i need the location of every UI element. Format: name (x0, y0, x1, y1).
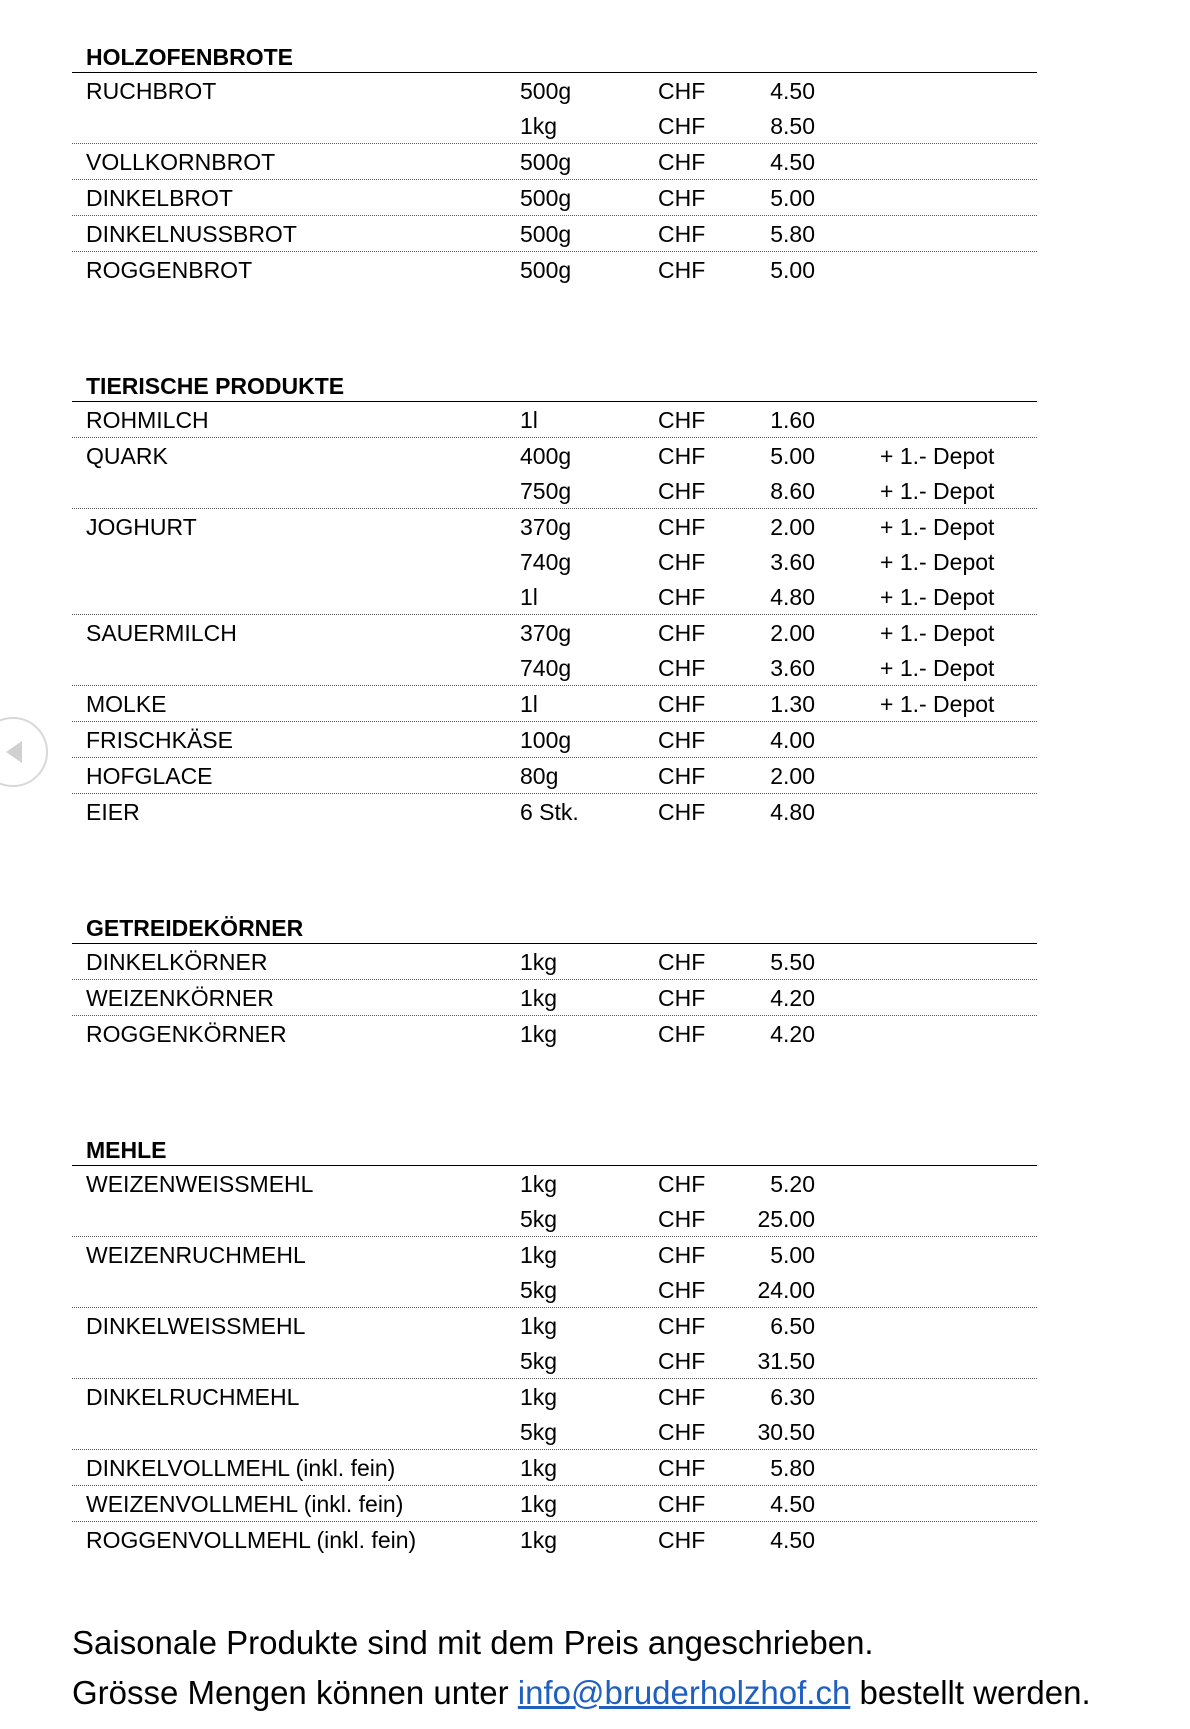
quantity: 370g (520, 620, 572, 646)
table-row (72, 402, 1037, 437)
currency: CHF (658, 149, 706, 175)
product-name: ROHMILCH (86, 407, 209, 433)
section (72, 909, 1037, 1051)
quantity: 400g (520, 443, 572, 469)
currency: CHF (658, 655, 706, 681)
currency: CHF (658, 691, 706, 717)
currency: CHF (658, 727, 706, 753)
quantity: 1kg (520, 1021, 558, 1047)
price: 2.00 (770, 620, 815, 646)
quantity: 1l (520, 584, 538, 610)
product-name: ROGGENVOLLMEHL (inkl. fein) (86, 1527, 417, 1553)
chevron-left-icon (6, 741, 22, 763)
deposit-note: + 1.- Depot (880, 549, 995, 575)
price: 5.00 (770, 257, 815, 283)
product-name: DINKELRUCHMEHL (86, 1384, 300, 1410)
currency: CHF (658, 620, 706, 646)
product-name: WEIZENKÖRNER (86, 985, 274, 1011)
currency: CHF (658, 949, 706, 975)
price: 6.50 (770, 1313, 815, 1339)
quantity: 1kg (520, 1455, 558, 1481)
product-group (72, 252, 1037, 287)
table-row (72, 1522, 1037, 1557)
deposit-note: + 1.- Depot (880, 620, 995, 646)
product-group (72, 1237, 1037, 1308)
currency: CHF (658, 1348, 706, 1374)
quantity: 1kg (520, 1491, 558, 1517)
currency: CHF (658, 1171, 706, 1197)
price: 8.60 (770, 478, 815, 504)
product-name: ROGGENKÖRNER (86, 1021, 287, 1047)
quantity: 1kg (520, 1527, 558, 1553)
email-link[interactable]: info@bruderholzhof.ch (517, 1674, 851, 1711)
quantity: 1kg (520, 113, 558, 139)
table-row (72, 650, 1037, 685)
product-group (72, 402, 1037, 438)
currency: CHF (658, 985, 706, 1011)
quantity: 740g (520, 655, 572, 681)
product-group (72, 1379, 1037, 1450)
product-name: EIER (86, 799, 140, 825)
currency: CHF (658, 1242, 706, 1268)
table-row (72, 1201, 1037, 1236)
quantity: 500g (520, 185, 572, 211)
table-row (72, 180, 1037, 215)
quantity: 500g (520, 257, 572, 283)
section (72, 367, 1037, 829)
seasonal-note: Saisonale Produkte sind mit dem Preis angeschrieben. (72, 1624, 874, 1661)
table-row (72, 438, 1037, 473)
product-name: SAUERMILCH (86, 620, 237, 646)
section (72, 38, 1037, 287)
product-name: ROGGENBROT (86, 257, 253, 283)
currency: CHF (658, 257, 706, 283)
previous-page-button[interactable] (0, 717, 48, 787)
currency: CHF (658, 185, 706, 211)
product-group (72, 73, 1037, 144)
currency: CHF (658, 514, 706, 540)
currency: CHF (658, 799, 706, 825)
currency: CHF (658, 1419, 706, 1445)
product-group (72, 944, 1037, 980)
deposit-note: + 1.- Depot (880, 584, 995, 610)
price: 4.80 (770, 584, 815, 610)
currency: CHF (658, 113, 706, 139)
price: 4.50 (770, 1527, 815, 1553)
table-row (72, 509, 1037, 544)
currency: CHF (658, 1527, 706, 1553)
product-group (72, 615, 1037, 686)
currency: CHF (658, 78, 706, 104)
quantity: 1kg (520, 985, 558, 1011)
product-name: MOLKE (86, 691, 167, 717)
price: 5.20 (770, 1171, 815, 1197)
price: 4.50 (770, 149, 815, 175)
product-name: RUCHBROT (86, 78, 217, 104)
table-row (72, 544, 1037, 579)
currency: CHF (658, 584, 706, 610)
table-row (72, 1450, 1037, 1485)
table-row (72, 1272, 1037, 1307)
contact-text-before: Grösse Mengen können unter (72, 1674, 518, 1711)
table-row (72, 722, 1037, 757)
section-title: TIERISCHE PRODUKTE (72, 367, 1037, 402)
product-group (72, 1450, 1037, 1486)
table-row (72, 579, 1037, 614)
table-row (72, 1237, 1037, 1272)
price: 4.50 (770, 1491, 815, 1517)
product-name: DINKELNUSSBROT (86, 221, 297, 247)
contact-line (72, 1668, 1182, 1718)
quantity: 5kg (520, 1348, 558, 1374)
quantity: 5kg (520, 1277, 558, 1303)
price: 4.20 (770, 1021, 815, 1047)
table-row (72, 1486, 1037, 1521)
quantity: 1l (520, 407, 538, 433)
price: 30.50 (757, 1419, 815, 1445)
price: 2.00 (770, 514, 815, 540)
quantity: 1kg (520, 949, 558, 975)
product-group (72, 438, 1037, 509)
deposit-note: + 1.- Depot (880, 478, 995, 504)
product-group (72, 980, 1037, 1016)
product-name: DINKELVOLLMEHL (inkl. fein) (86, 1455, 396, 1481)
section (72, 1131, 1037, 1557)
deposit-note: + 1.- Depot (880, 443, 995, 469)
section-title: HOLZOFENBROTE (72, 38, 1037, 73)
price: 5.80 (770, 221, 815, 247)
quantity: 500g (520, 149, 572, 175)
section-title: MEHLE (72, 1131, 1037, 1166)
price: 4.20 (770, 985, 815, 1011)
quantity: 1kg (520, 1171, 558, 1197)
table-row (72, 686, 1037, 721)
currency: CHF (658, 1491, 706, 1517)
currency: CHF (658, 1455, 706, 1481)
deposit-note: + 1.- Depot (880, 514, 995, 540)
quantity: 740g (520, 549, 572, 575)
quantity: 1l (520, 691, 538, 717)
product-name: DINKELWEISSMEHL (86, 1313, 306, 1339)
product-group (72, 794, 1037, 829)
product-group (72, 180, 1037, 216)
product-group (72, 216, 1037, 252)
quantity: 6 Stk. (520, 799, 579, 825)
product-group (72, 1166, 1037, 1237)
price: 3.60 (770, 655, 815, 681)
product-group (72, 1522, 1037, 1557)
product-name: WEIZENRUCHMEHL (86, 1242, 306, 1268)
price: 25.00 (757, 1206, 815, 1232)
product-name: FRISCHKÄSE (86, 727, 233, 753)
product-group (72, 758, 1037, 794)
quantity: 1kg (520, 1384, 558, 1410)
price: 6.30 (770, 1384, 815, 1410)
quantity: 500g (520, 78, 572, 104)
currency: CHF (658, 1313, 706, 1339)
table-row (72, 758, 1037, 793)
table-row (72, 73, 1037, 108)
product-group (72, 1486, 1037, 1522)
section-title: GETREIDEKÖRNER (72, 909, 1037, 944)
price: 5.50 (770, 949, 815, 975)
quantity: 100g (520, 727, 572, 753)
quantity: 5kg (520, 1419, 558, 1445)
currency: CHF (658, 478, 706, 504)
product-name: DINKELKÖRNER (86, 949, 268, 975)
currency: CHF (658, 549, 706, 575)
table-row (72, 1343, 1037, 1378)
currency: CHF (658, 1021, 706, 1047)
price: 4.50 (770, 78, 815, 104)
price: 31.50 (757, 1348, 815, 1374)
currency: CHF (658, 1277, 706, 1303)
product-name: QUARK (86, 443, 168, 469)
currency: CHF (658, 763, 706, 789)
product-name: HOFGLACE (86, 763, 213, 789)
price: 5.00 (770, 185, 815, 211)
quantity: 500g (520, 221, 572, 247)
table-row (72, 144, 1037, 179)
price: 5.80 (770, 1455, 815, 1481)
quantity: 370g (520, 514, 572, 540)
product-name: WEIZENVOLLMEHL (inkl. fein) (86, 1491, 404, 1517)
quantity: 750g (520, 478, 572, 504)
product-group (72, 144, 1037, 180)
quantity: 1kg (520, 1313, 558, 1339)
product-group (72, 509, 1037, 615)
product-group (72, 1016, 1037, 1051)
currency: CHF (658, 1206, 706, 1232)
price: 3.60 (770, 549, 815, 575)
table-row (72, 216, 1037, 251)
table-row (72, 1308, 1037, 1343)
currency: CHF (658, 443, 706, 469)
price: 5.00 (770, 443, 815, 469)
table-row (72, 980, 1037, 1015)
product-name: VOLLKORNBROT (86, 149, 276, 175)
price: 5.00 (770, 1242, 815, 1268)
product-name: JOGHURT (86, 514, 197, 540)
product-name: WEIZENWEISSMEHL (86, 1171, 314, 1197)
table-row (72, 1414, 1037, 1449)
table-row (72, 1166, 1037, 1201)
quantity: 5kg (520, 1206, 558, 1232)
deposit-note: + 1.- Depot (880, 691, 995, 717)
price: 1.30 (770, 691, 815, 717)
table-row (72, 1016, 1037, 1051)
footer-note (72, 1618, 1182, 1718)
product-group (72, 1308, 1037, 1379)
price: 4.80 (770, 799, 815, 825)
currency: CHF (658, 1384, 706, 1410)
price: 4.00 (770, 727, 815, 753)
price-list (72, 38, 1037, 1637)
quantity: 1kg (520, 1242, 558, 1268)
table-row (72, 944, 1037, 979)
quantity: 80g (520, 763, 559, 789)
price: 2.00 (770, 763, 815, 789)
contact-text-after: bestellt werden. (850, 1674, 1091, 1711)
table-row (72, 108, 1037, 143)
price: 1.60 (770, 407, 815, 433)
table-row (72, 615, 1037, 650)
product-group (72, 722, 1037, 758)
currency: CHF (658, 221, 706, 247)
currency: CHF (658, 407, 706, 433)
price: 8.50 (770, 113, 815, 139)
table-row (72, 252, 1037, 287)
deposit-note: + 1.- Depot (880, 655, 995, 681)
table-row (72, 1379, 1037, 1414)
product-name: DINKELBROT (86, 185, 233, 211)
price: 24.00 (757, 1277, 815, 1303)
table-row (72, 473, 1037, 508)
product-group (72, 686, 1037, 722)
table-row (72, 794, 1037, 829)
